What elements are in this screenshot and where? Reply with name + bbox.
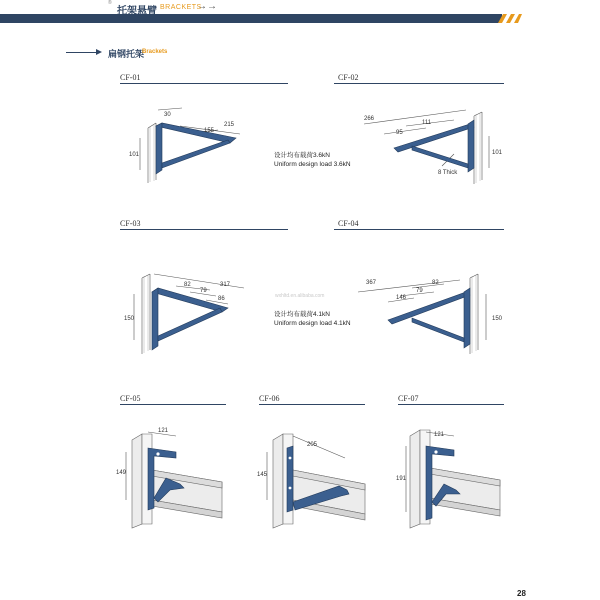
label-cf-04: CF-04 <box>338 219 359 228</box>
load-note-2-en: Uniform design load 4.1kN <box>274 320 351 327</box>
drawing-cf-05 <box>118 428 228 528</box>
drawing-cf-04 <box>352 266 507 356</box>
section-line <box>66 52 100 53</box>
dim-cf-05-a: 121 <box>158 428 169 434</box>
label-cf-01: CF-01 <box>120 73 141 82</box>
dim-cf-04-e: 150 <box>492 316 503 322</box>
label-cf-07: CF-07 <box>398 394 419 403</box>
rule-cf-06 <box>259 404 365 405</box>
dim-cf-02-d: 101 <box>492 150 503 156</box>
page-number: 28 <box>517 589 526 598</box>
header-title: 托架悬臂 <box>117 6 157 17</box>
label-cf-06: CF-06 <box>259 394 280 403</box>
label-cf-02: CF-02 <box>338 73 359 82</box>
section-subtitle: Brackets <box>142 49 168 55</box>
dim-cf-03-d: 86 <box>218 296 225 302</box>
load-note-2-cn: 设计均布载荷4.1kN <box>274 311 330 318</box>
drawing-cf-03 <box>124 266 264 356</box>
drawing-cf-07 <box>396 428 506 528</box>
load-note-1-en: Uniform design load 3.6kN <box>274 161 351 168</box>
dim-cf-03-e: 150 <box>124 316 135 322</box>
header-mark: ® <box>108 0 112 6</box>
dim-cf-02-a: 266 <box>364 116 375 122</box>
dim-cf-04-d: 146 <box>396 295 407 301</box>
rule-cf-04 <box>334 229 504 230</box>
watermark: wxhltd.en.alibaba.com <box>275 293 325 299</box>
header-stripes <box>498 14 522 23</box>
dim-cf-06-a: 205 <box>307 442 318 448</box>
rule-cf-01 <box>120 83 288 84</box>
dim-cf-01-b: 215 <box>224 122 235 128</box>
rule-cf-05 <box>120 404 226 405</box>
dim-cf-03-a: 317 <box>220 282 231 288</box>
dim-cf-04-b: 82 <box>432 280 439 286</box>
label-cf-05: CF-05 <box>120 394 141 403</box>
dim-cf-06-b: 145 <box>257 472 268 478</box>
rule-cf-03 <box>120 229 288 230</box>
rule-cf-02 <box>334 83 504 84</box>
dim-cf-03-c: 79 <box>200 288 207 294</box>
drawing-cf-01 <box>128 108 258 188</box>
load-note-1 <box>274 151 351 169</box>
dim-cf-05-b: 149 <box>116 470 127 476</box>
load-note-2 <box>274 310 351 328</box>
section-arrow <box>96 49 102 55</box>
dim-cf-02-e: 8 Thick <box>438 170 458 176</box>
dim-cf-02-c: 95 <box>396 130 403 136</box>
section-title: 扁钢托架 <box>108 49 145 59</box>
dim-cf-07-a: 121 <box>434 432 445 438</box>
dim-cf-01-c: 155 <box>204 128 215 134</box>
drawing-cf-02 <box>356 108 506 188</box>
dim-cf-01-d: 101 <box>129 152 140 158</box>
dim-cf-03-b: 82 <box>184 282 191 288</box>
header-arrow: →→ <box>197 1 217 12</box>
dim-cf-04-a: 367 <box>366 280 377 286</box>
label-cf-03: CF-03 <box>120 219 141 228</box>
dim-cf-07-b: 191 <box>396 476 407 482</box>
header-bar <box>0 14 502 23</box>
header-subtitle: BRACKETS <box>160 4 202 11</box>
dim-cf-04-c: 79 <box>416 288 423 294</box>
dim-cf-02-b: 111 <box>422 120 432 126</box>
drawing-cf-06 <box>259 428 371 528</box>
rule-cf-07 <box>398 404 504 405</box>
dim-cf-01-a: 30 <box>164 112 171 118</box>
load-note-1-cn: 设计均布载荷3.6kN <box>274 152 330 159</box>
